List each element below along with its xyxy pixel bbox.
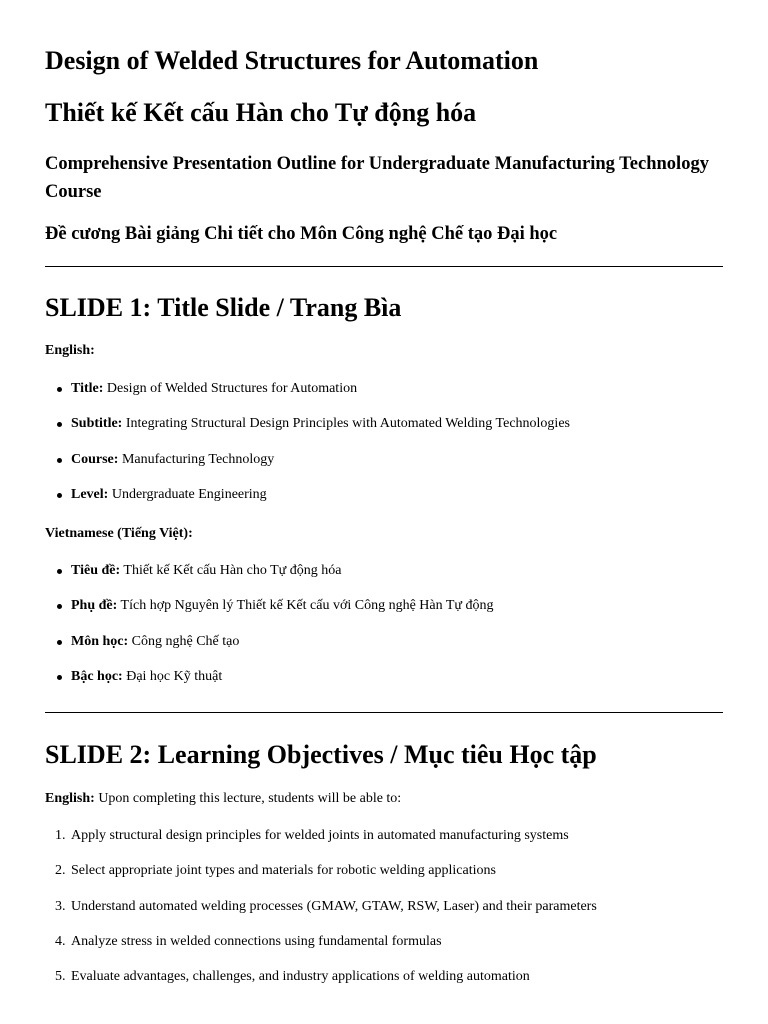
- item-key: Bậc học:: [71, 668, 123, 684]
- document-subtitle-vi: Đề cương Bài giảng Chi tiết cho Môn Công nghệ Chế tạo Đại học: [45, 224, 558, 244]
- item-value: Design of Welded Structures for Automation: [103, 381, 358, 396]
- item-number: 3.: [55, 898, 66, 914]
- slide1-english-label: English:: [45, 343, 95, 358]
- item-value: Thiết kế Kết cấu Hàn cho Tự động hóa: [120, 563, 342, 578]
- item-value: Tích hợp Nguyên lý Thiết kế Kết cấu với Công nghệ Hàn Tự động: [117, 598, 494, 614]
- item-value: Integrating Structural Design Principles with Automated Welding Technologies: [122, 416, 570, 432]
- item-text: Select appropriate joint types and materials for robotic welding applications: [71, 863, 496, 879]
- item-key: Phụ đề:: [71, 598, 118, 614]
- item-value: Đại học Kỹ thuật: [122, 668, 223, 684]
- item-number: 1.: [55, 828, 66, 843]
- list-item: [45, 826, 597, 861]
- list-item: [45, 450, 570, 485]
- slide2-english-label: English:: [45, 791, 95, 806]
- slide2-intro: [45, 789, 401, 809]
- list-item: [45, 861, 597, 896]
- slide2-objectives-list: [45, 826, 597, 1002]
- item-number: 5.: [55, 969, 66, 985]
- list-item: [45, 596, 494, 631]
- slide2-heading: SLIDE 2: Learning Objectives / Mục tiêu Học tập: [45, 740, 597, 769]
- divider: [45, 266, 723, 267]
- list-item: [45, 632, 494, 667]
- slide1-vietnamese-list: [45, 561, 494, 702]
- item-key: Course:: [71, 451, 119, 467]
- list-item: [45, 561, 494, 596]
- item-key: Subtitle:: [71, 416, 123, 432]
- slide1-vietnamese-label: Vietnamese (Tiếng Việt):: [45, 526, 193, 541]
- document-title-en: Design of Welded Structures for Automation: [45, 46, 539, 75]
- slide1-heading: SLIDE 1: Title Slide / Trang Bìa: [45, 293, 402, 322]
- item-value: Manufacturing Technology: [118, 451, 275, 467]
- item-text: Apply structural design principles for welded joints in automated manufacturing systems: [71, 828, 569, 843]
- item-key: Môn học:: [71, 633, 129, 649]
- document-title-vi: Thiết kế Kết cấu Hàn cho Tự động hóa: [45, 98, 477, 127]
- item-key: Tiêu đề:: [71, 563, 121, 578]
- list-item: [45, 414, 570, 449]
- item-key: Level:: [71, 486, 109, 502]
- list-item: [45, 967, 597, 1002]
- list-item: [45, 379, 570, 414]
- item-text: Evaluate advantages, challenges, and industry applications of welding automation: [71, 969, 530, 985]
- item-value: Công nghệ Chế tạo: [128, 633, 240, 649]
- item-text: Analyze stress in welded connections using fundamental formulas: [71, 933, 442, 949]
- item-number: 4.: [55, 933, 66, 949]
- list-item: [45, 897, 597, 932]
- divider: [45, 712, 723, 713]
- item-value: Undergraduate Engineering: [108, 486, 267, 502]
- document-subtitle-en: Comprehensive Presentation Outline for Undergraduate Manufacturing Technology Course: [45, 154, 709, 202]
- slide2-intro-text: Upon completing this lecture, students will be able to:: [94, 791, 402, 806]
- list-item: [45, 667, 494, 702]
- slide1-english-list: [45, 379, 570, 520]
- item-number: 2.: [55, 863, 66, 879]
- list-item: [45, 485, 570, 520]
- item-key: Title:: [71, 381, 104, 396]
- list-item: [45, 932, 597, 967]
- item-text: Understand automated welding processes (GMAW, GTAW, RSW, Laser) and their parameters: [71, 898, 597, 914]
